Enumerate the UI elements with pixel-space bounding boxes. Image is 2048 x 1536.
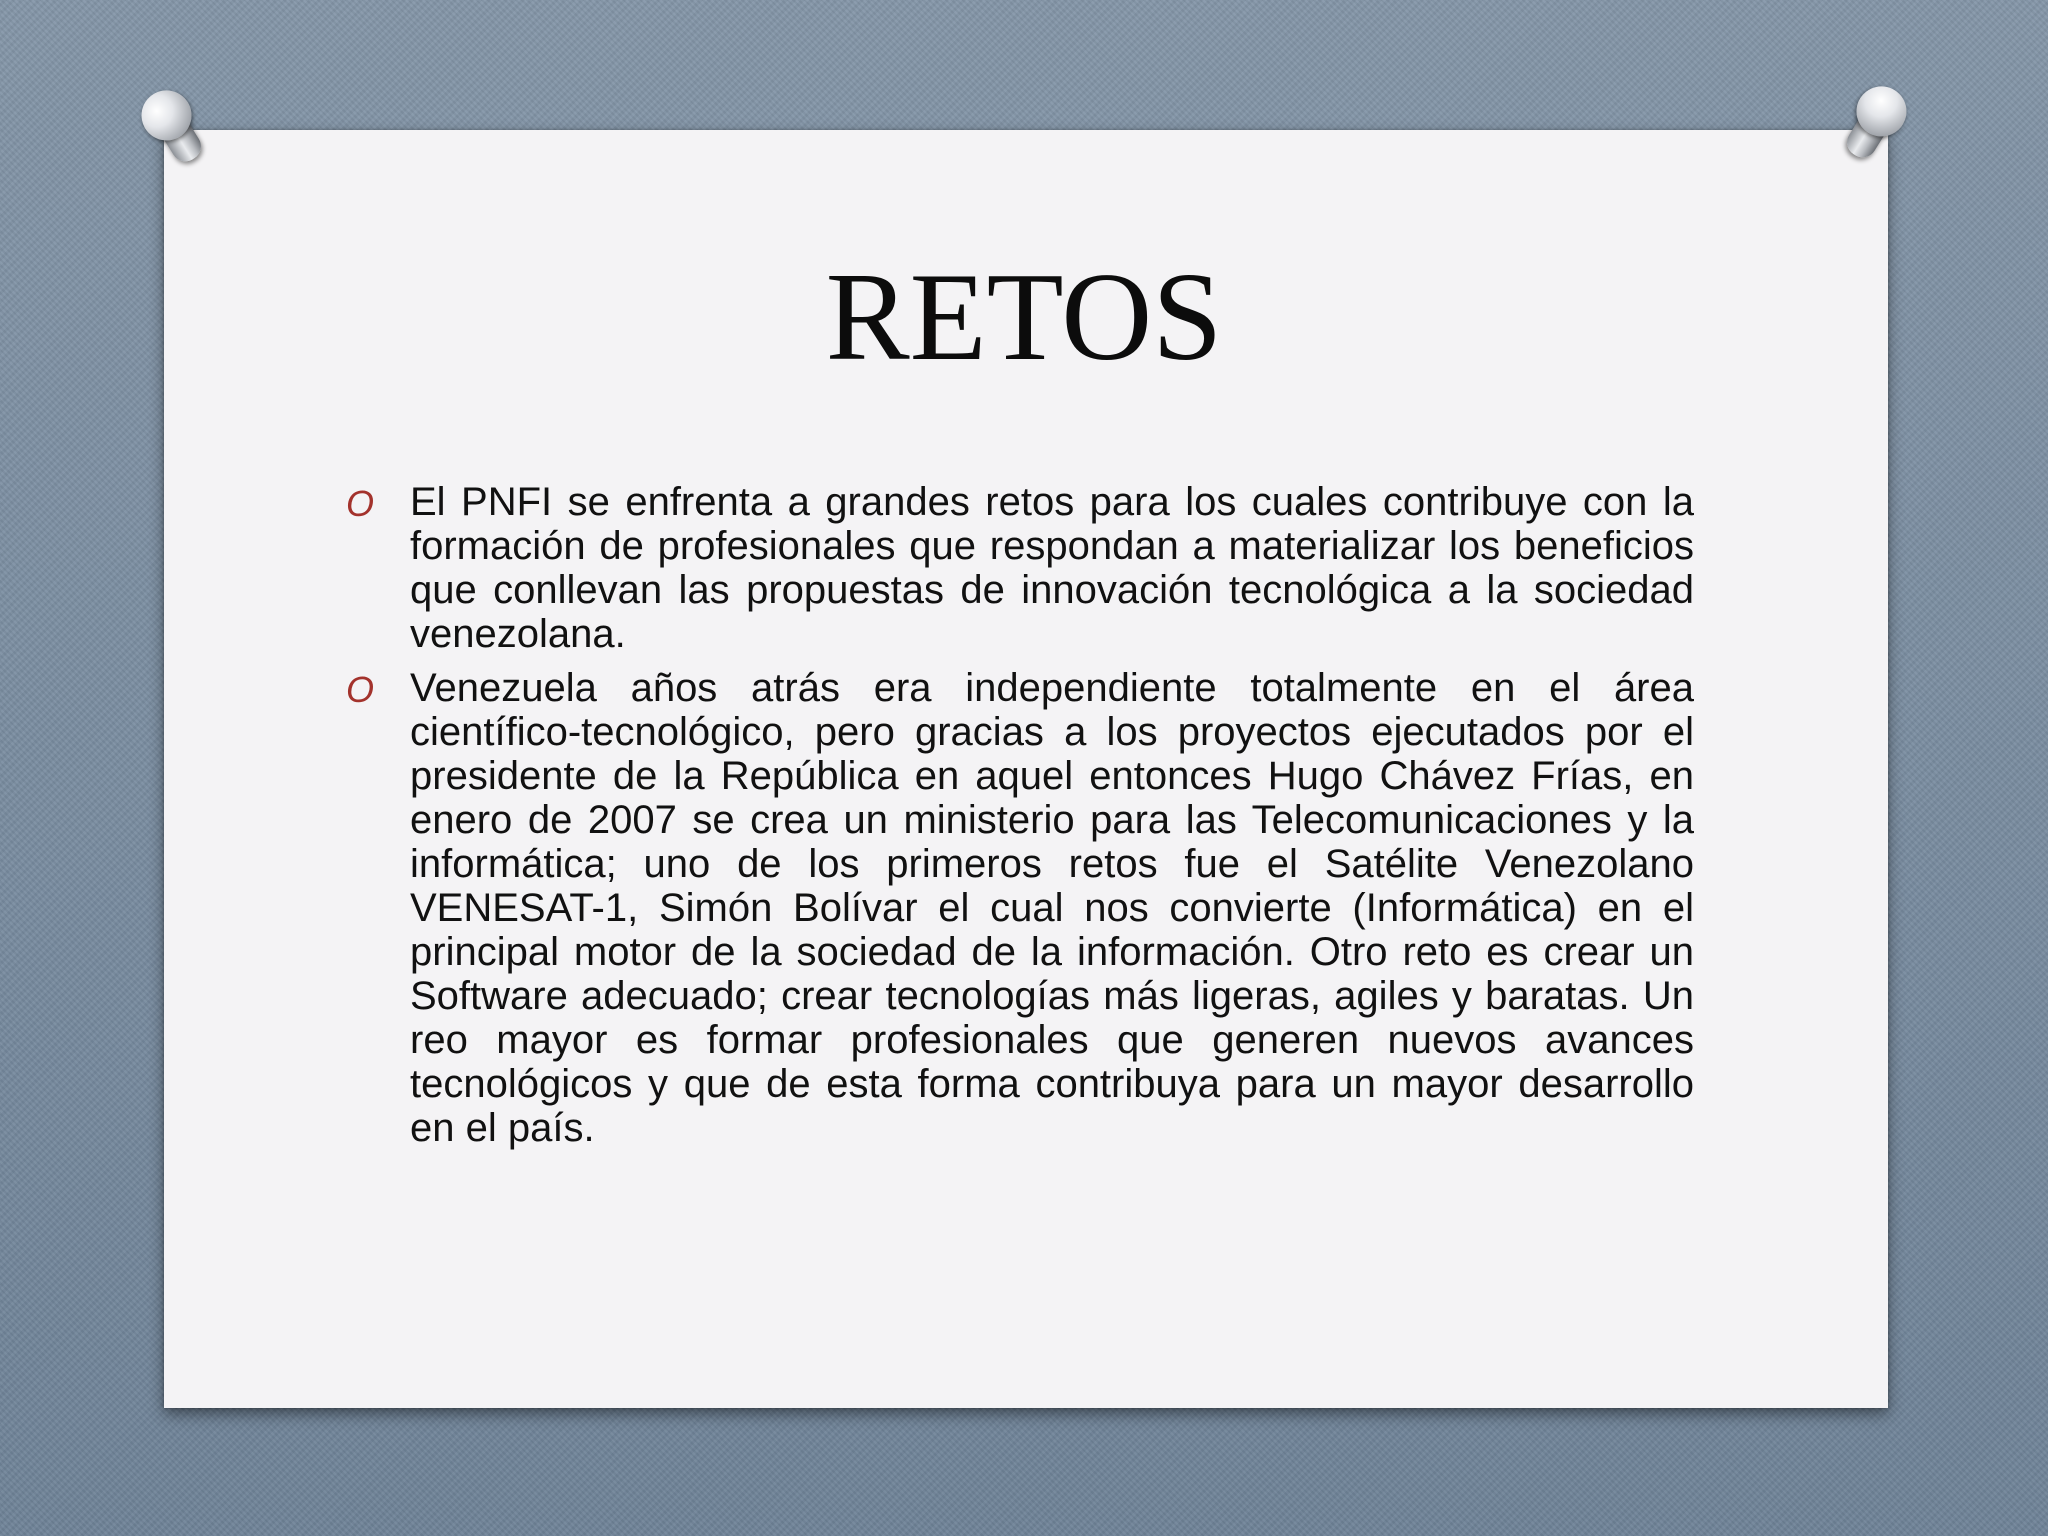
bullet-item — [346, 666, 1694, 1150]
bullet-list — [346, 480, 1694, 1160]
bullet-item — [346, 480, 1694, 656]
bullet-text: El PNFI se enfrenta a grandes retos para los cuales contribuye con la formación de profesionales que respondan a materializar los beneficios que conllevan las propuestas de innovación tecnológica a la sociedad venezolana. — [410, 480, 1694, 656]
bullet-marker-icon: O — [346, 483, 375, 524]
slide-title: RETOS — [825, 248, 1223, 387]
bullet-text: Venezuela años atrás era independiente totalmente en el área científico-tecnológico, pero gracias a los proyectos ejecutados por el presidente de la República en aquel entonces Hugo Chávez Frías, en enero de 2007 se crea un ministerio para las Telecomunicaciones y la informática; uno de los primeros retos fue el Satélite Venezolano VENESAT-1, Simón Bolívar el cual nos convierte (Informática) en el principal motor de la sociedad de la información. Otro reto es crear un Software adecuado; crear tecnologías más ligeras, agiles y baratas. Un reo mayor es formar profesionales que generen nuevos avances tecnológicos y que de esta forma contribuya para un mayor desarrollo en el país. — [410, 666, 1694, 1150]
bullet-marker-icon: O — [346, 669, 375, 710]
